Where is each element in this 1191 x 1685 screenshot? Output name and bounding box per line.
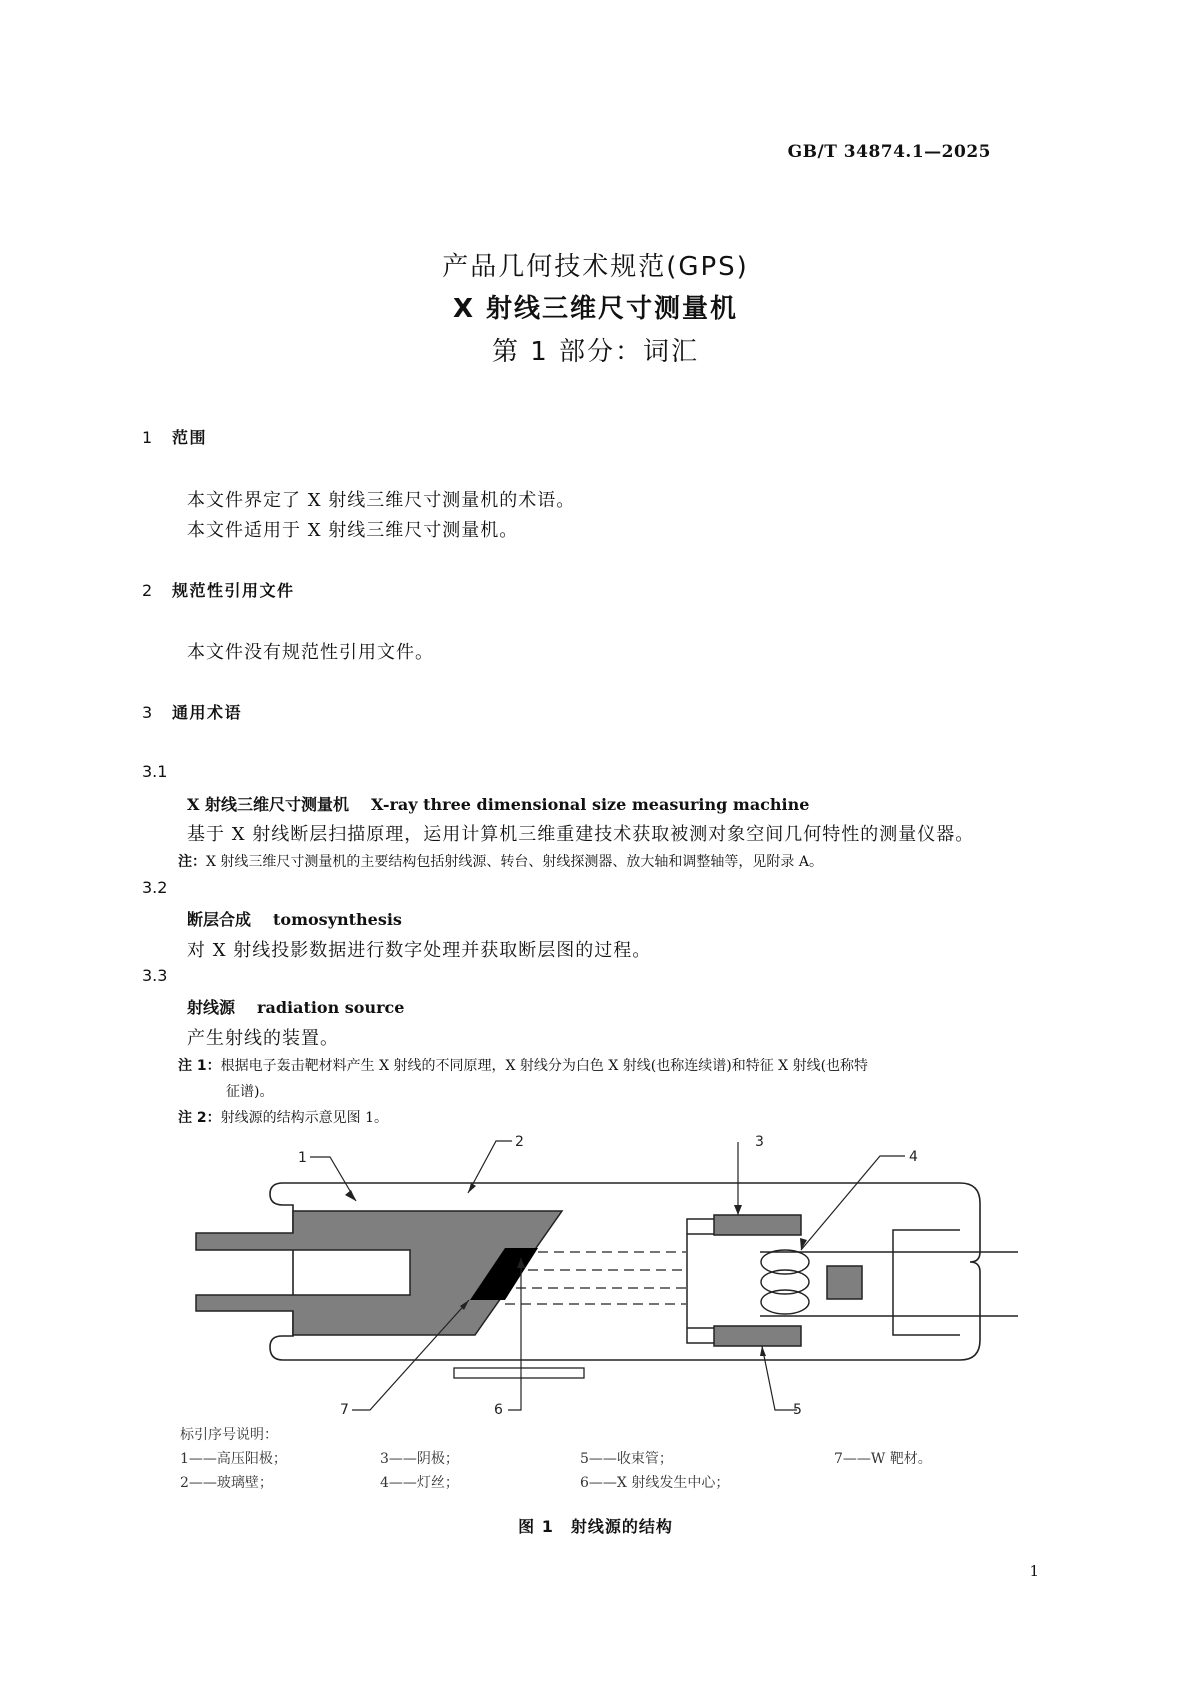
filament-block bbox=[827, 1266, 862, 1299]
title-line-1: 产品几何技术规范(GPS) bbox=[442, 252, 749, 282]
callout-2: 2 bbox=[515, 1134, 524, 1150]
legend-item: 6——X 射线发生中心； bbox=[580, 1475, 730, 1491]
term-zh: X 射线三维尺寸测量机 bbox=[187, 795, 349, 814]
legend-item: 5——收束管； bbox=[580, 1451, 673, 1467]
focusing-tube-plate bbox=[714, 1326, 801, 1346]
callout-6: 6 bbox=[494, 1402, 503, 1418]
callout-4: 4 bbox=[909, 1149, 918, 1165]
standard-number: GB/T 34874.1—2025 bbox=[787, 142, 991, 162]
term-zh: 射线源 bbox=[187, 998, 236, 1017]
term-en: X-ray three dimensional size measuring machine bbox=[371, 795, 810, 814]
title-line-2: X 射线三维尺寸测量机 bbox=[452, 294, 739, 324]
section-title: 规范性引用文件 bbox=[172, 581, 295, 600]
filament-coil bbox=[761, 1250, 809, 1314]
title-line-3: 第 1 部分：词汇 bbox=[491, 337, 700, 367]
paragraph: 本文件适用于 X 射线三维尺寸测量机。 bbox=[187, 520, 519, 541]
note-text: 根据电子轰击靶材料产生 X 射线的不同原理，X 射线分为白色 X 射线(也称连续谱)和特征 X 射线(也称特 bbox=[220, 1058, 869, 1074]
legend-item: 4——灯丝； bbox=[380, 1475, 459, 1491]
cathode-plate bbox=[714, 1215, 801, 1235]
paragraph: 本文件界定了 X 射线三维尺寸测量机的术语。 bbox=[187, 490, 576, 511]
paragraph: 本文件没有规范性引用文件。 bbox=[187, 642, 434, 663]
legend-item: 7——W 靶材。 bbox=[834, 1451, 932, 1467]
note-label: 注 1： bbox=[178, 1058, 221, 1074]
term-zh: 断层合成 bbox=[187, 910, 252, 929]
section-number: 2 bbox=[142, 581, 154, 600]
note-text: 射线源的结构示意见图 1。 bbox=[220, 1110, 388, 1126]
note-label: 注 2： bbox=[178, 1110, 221, 1126]
legend-item: 3——阴极； bbox=[380, 1451, 459, 1467]
x-ray-window bbox=[454, 1368, 584, 1378]
end-connector bbox=[893, 1230, 960, 1335]
term-definition: 基于 X 射线断层扫描原理，运用计算机三维重建技术获取被测对象空间几何特性的测量仪器。 bbox=[187, 824, 975, 845]
section-title: 通用术语 bbox=[172, 703, 243, 722]
page-number: 1 bbox=[1029, 1562, 1039, 1580]
clause-number: 3.2 bbox=[142, 878, 168, 897]
section-number: 3 bbox=[142, 703, 154, 722]
figure-caption: 图 1 射线源的结构 bbox=[518, 1517, 673, 1536]
cathode-assembly bbox=[687, 1219, 714, 1343]
clause-number: 3.3 bbox=[142, 966, 168, 985]
x-ray-beam-lines bbox=[505, 1252, 686, 1304]
callout-3: 3 bbox=[755, 1134, 764, 1150]
callout-7: 7 bbox=[340, 1402, 349, 1418]
note-label: 注： bbox=[178, 854, 206, 870]
term-en: tomosynthesis bbox=[273, 910, 402, 929]
term-definition: 对 X 射线投影数据进行数字处理并获取断层图的过程。 bbox=[187, 940, 652, 961]
leader-lines bbox=[310, 1141, 905, 1410]
note-text: X 射线三维尺寸测量机的主要结构包括射线源、转台、射线探测器、放大轴和调整轴等，见附录 A。 bbox=[206, 854, 823, 870]
section-title: 范围 bbox=[172, 428, 208, 447]
section-number: 1 bbox=[142, 428, 154, 447]
legend-item: 1——高压阳极； bbox=[180, 1451, 287, 1467]
legend-item: 2——玻璃壁； bbox=[180, 1475, 273, 1491]
callout-1: 1 bbox=[298, 1150, 307, 1166]
clause-number: 3.1 bbox=[142, 762, 168, 781]
term-definition: 产生射线的装置。 bbox=[187, 1028, 339, 1049]
term-en: radiation source bbox=[257, 998, 405, 1017]
legend-title: 标引序号说明： bbox=[180, 1427, 278, 1443]
callout-5: 5 bbox=[793, 1402, 802, 1418]
note-1-continuation: 征谱)。 bbox=[226, 1084, 274, 1100]
